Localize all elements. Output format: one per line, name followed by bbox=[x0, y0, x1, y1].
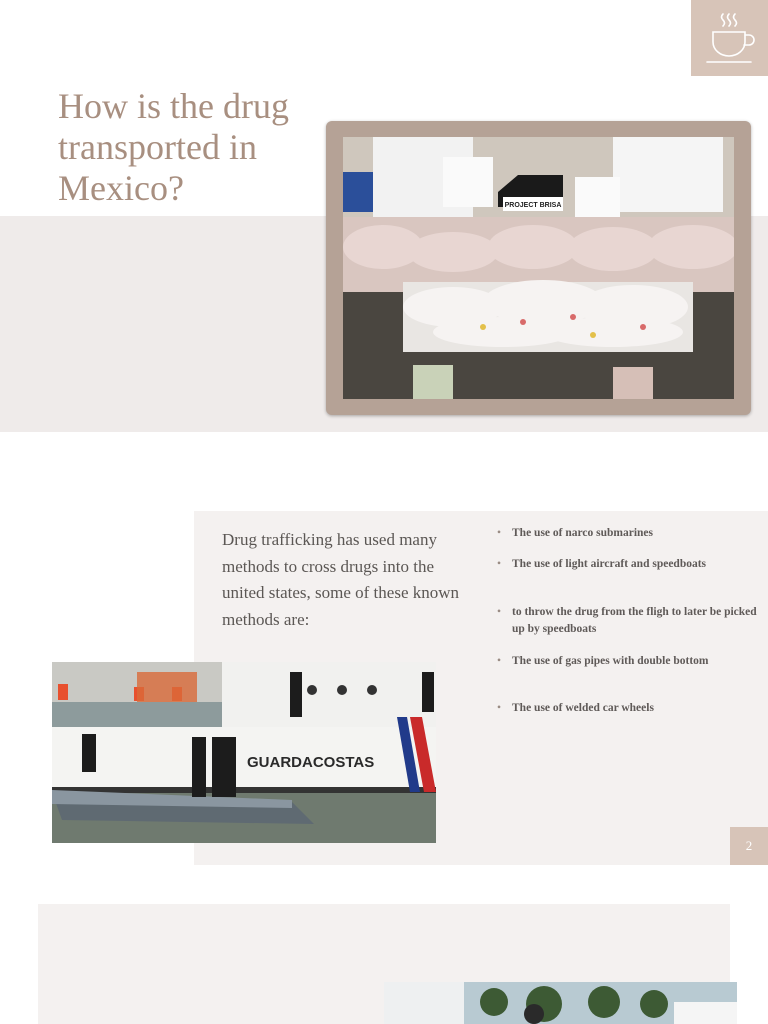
coffee-badge bbox=[691, 0, 768, 76]
coast-guard-photo bbox=[52, 662, 436, 843]
list-item: • to throw the drug from the fligh to later be picked up by speedboats bbox=[497, 604, 757, 638]
page-number: 2 bbox=[730, 827, 768, 865]
photo-frame bbox=[326, 121, 751, 415]
coffee-cup-icon bbox=[699, 8, 759, 68]
list-item: • The use of gas pipes with double bottom bbox=[497, 653, 757, 670]
boat-hull-text: GUARDACOSTAS bbox=[247, 754, 375, 771]
list-item: • The use of narco submarines bbox=[497, 525, 757, 542]
project-sign-text: PROJECT BRISA bbox=[504, 202, 562, 209]
intro-paragraph: Drug trafficking has used many methods to cross drugs into the united states, some of these known methods are: bbox=[222, 530, 460, 629]
next-slide-photo bbox=[384, 982, 737, 1024]
list-item: • The use of light aircraft and speedboats bbox=[497, 556, 757, 573]
seized-drugs-photo bbox=[343, 137, 734, 399]
slide-title: How is the drug transported in Mexico? bbox=[58, 86, 289, 208]
list-item: • The use of welded car wheels bbox=[497, 700, 757, 717]
